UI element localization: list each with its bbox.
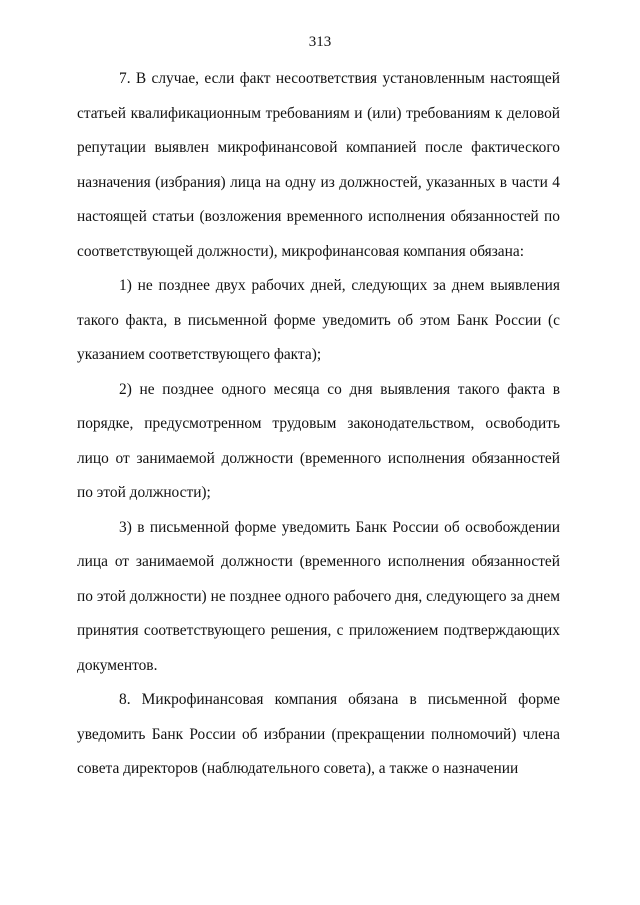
- paragraph-7-item-1: 1) не позднее двух рабочих дней, следующих за днем выявления такого факта, в письменной форме уведомить об этом Банк России (с указанием соответствующего факта);: [77, 277, 560, 363]
- paragraph-8: 8. Микрофинансовая компания обязана в письменной форме уведомить Банк России об избрании (прекращении полномочий) члена совета директоров (наблюдательного совета), а также о назначении: [77, 691, 560, 777]
- paragraph-7: 7. В случае, если факт несоответствия установленным настоящей статьей квалификационным требованиям и (или) требованиям к деловой репутации выявлен микрофинансовой компанией после фактического назначения (избрания) лица на одну из должностей, указанных в части 4 настоящей статьи (возложения временного исполнения обязанностей по соответствующей должности), микрофинансовая компания обязана:: [77, 70, 560, 260]
- paragraph-7-item-2: 2) не позднее одного месяца со дня выявления такого факта в порядке, предусмотренном трудовым законодательством, освободить лицо от занимаемой должности (временного исполнения обязанностей по этой должности);: [77, 380, 560, 501]
- page-number: 313: [308, 34, 332, 50]
- paragraph-7-item-3: 3) в письменной форме уведомить Банк России об освобождении лица от занимаемой должности (временного исполнения обязанностей по этой должности) не позднее одного рабочего дня, следующего за днем принятия соответствующего решения, с приложением подтверждающих документов.: [77, 518, 560, 674]
- document-body: [77, 62, 560, 787]
